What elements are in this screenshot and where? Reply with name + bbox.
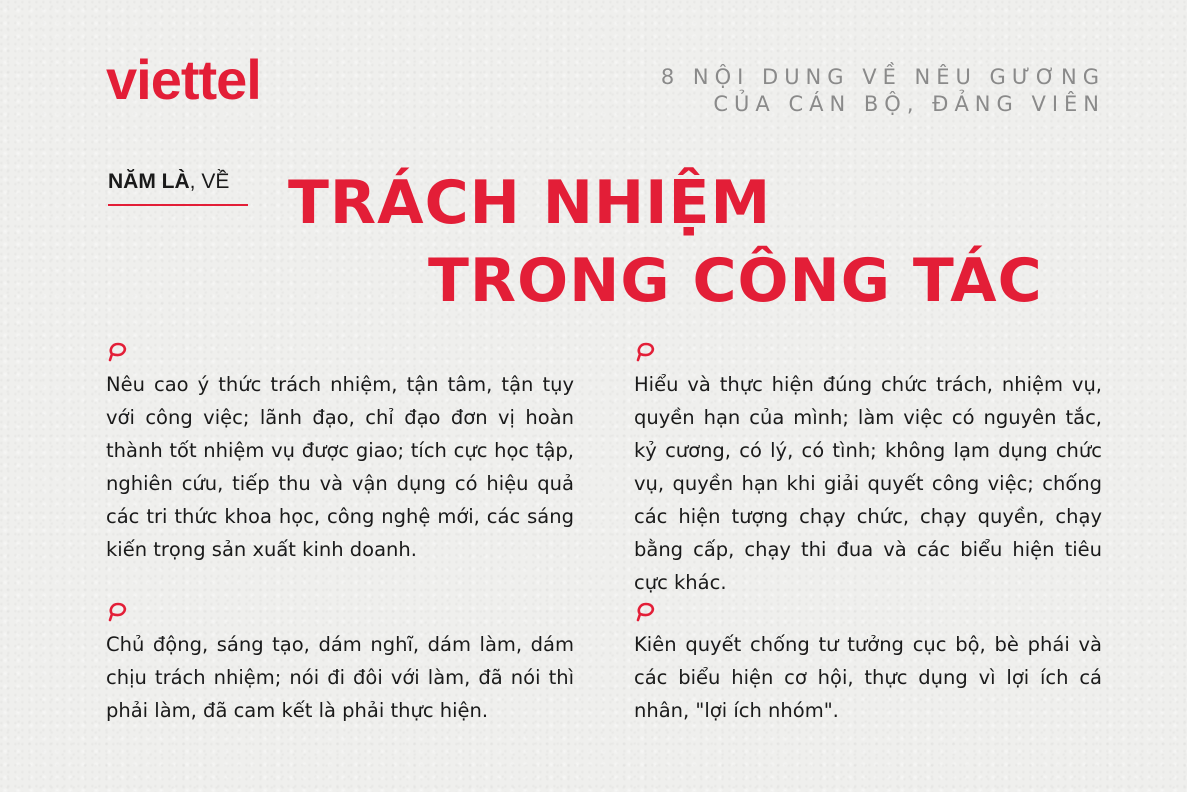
content-block-4	[634, 600, 1102, 727]
series-title	[661, 64, 1105, 118]
main-title-line-1: TRÁCH NHIỆM	[288, 168, 772, 238]
marker-pin-icon	[106, 340, 130, 364]
marker-pin-icon	[106, 600, 130, 624]
subheading	[108, 170, 229, 194]
content-text-4: Kiên quyết chống tư tưởng cục bộ, bè phái và các biểu hiện cơ hội, thực dụng vì lợi ích cá nhân, "lợi ích nhóm".	[634, 633, 1102, 722]
main-title	[288, 164, 1043, 320]
subheading-bold: NĂM LÀ	[108, 170, 190, 193]
subheading-rest: , VỀ	[189, 170, 230, 193]
series-title-line-2: CỦA CÁN BỘ, ĐẢNG VIÊN	[713, 92, 1105, 116]
content-text-2: Hiểu và thực hiện đúng chức trách, nhiệm vụ, quyền hạn của mình; làm việc có nguyên tắc, kỷ cương, có lý, có tình; không lạm dụng chức vụ, quyền hạn khi giải quyết công việc; chống các hiện tượng chạy chức, chạy quyền, chạy bằng cấp, chạy thi đua và các biểu hiện tiêu cực khác.	[634, 373, 1102, 594]
content-block-2	[634, 340, 1102, 599]
marker-pin-icon	[634, 600, 658, 624]
content-text-1: Nêu cao ý thức trách nhiệm, tận tâm, tận tụy với công việc; lãnh đạo, chỉ đạo đơn vị hoàn thành tốt nhiệm vụ được giao; tích cực học tập, nghiên cứu, tiếp thu và vận dụng có hiệu quả các tri thức khoa học, công nghệ mới, các sáng kiến trọng sản xuất kinh doanh.	[106, 373, 574, 561]
content-text-3: Chủ động, sáng tạo, dám nghĩ, dám làm, dám chịu trách nhiệm; nói đi đôi với làm, đã nói thì phải làm, đã cam kết là phải thực hiện.	[106, 633, 574, 722]
viettel-logo: viettel	[106, 48, 261, 111]
marker-pin-icon	[634, 340, 658, 364]
subheading-underline	[108, 204, 248, 206]
series-title-line-1: 8 NỘI DUNG VỀ NÊU GƯƠNG	[660, 65, 1105, 89]
content-block-3	[106, 600, 574, 727]
main-title-line-2: TRONG CÔNG TÁC	[428, 246, 1043, 316]
content-block-1	[106, 340, 574, 566]
